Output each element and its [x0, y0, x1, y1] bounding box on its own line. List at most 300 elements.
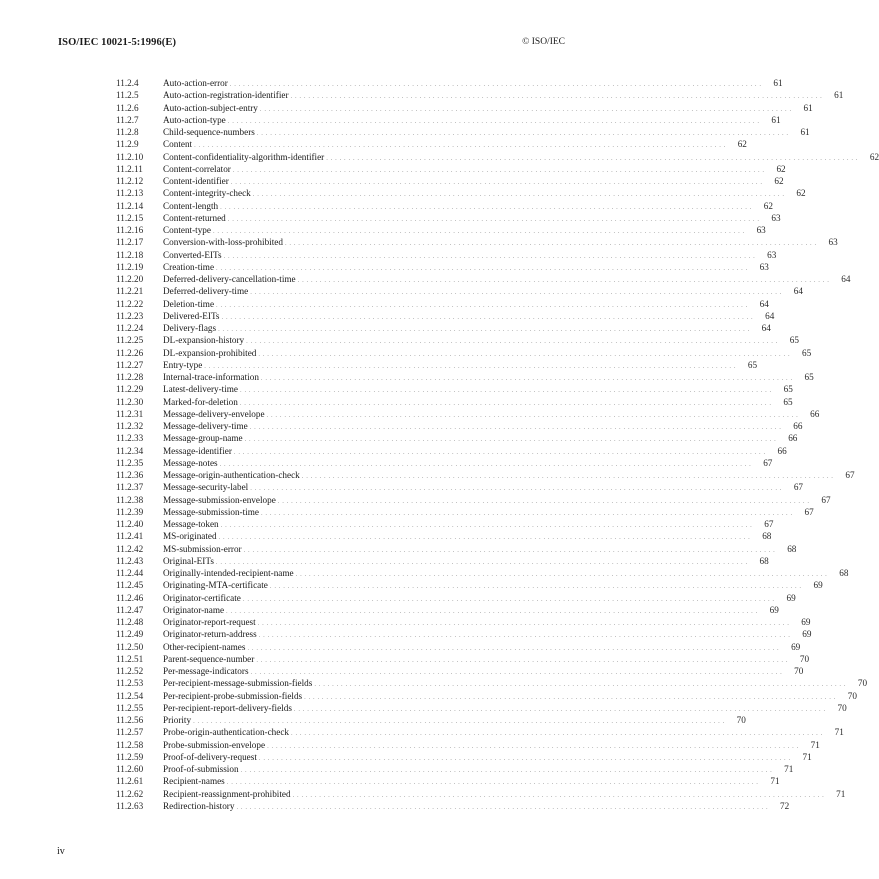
dot-leader: . . . . . . . . . . . . . . . . . . . . . . . . . . . . . . . . . . . . . . . . . . . . . . . . . . . . . . . . . . . . . . . . . . . . . . . . . . . . . . . . . . . . . . . . . . . . . . . . . . . . . . . . . . . . . . . . . . . . . . . . — [240, 767, 773, 774]
toc-entry-page: 61 — [803, 102, 813, 113]
copyright-notice: © ISO/IEC — [522, 37, 565, 47]
dot-leader: . . . . . . . . . . . . . . . . . . . . . . . . . . . . . . . . . . . . . . . . . . . . . . . . . . . . . . . . . . . . . . . . . . . . . . . . . . . . . . . . . . . . . . . . . . . . . . . . . . . . . . . . . . . . . . . . . . . . . . . . — [304, 693, 836, 701]
dot-leader: . . . . . . . . . . . . . . . . . . . . . . . . . . . . . . . . . . . . . . . . . . . . . . . . . . . . . . . . . . . . . . . . . . . . . . . . . . . . . . . . . . . . . . . . . . . . . . . . . . . . . . . . . . . . . . . . . . . . . . . . — [258, 632, 791, 640]
toc-entry-page: 61 — [773, 78, 783, 88]
toc-entry — [116, 138, 747, 150]
toc-entry-page: 64 — [761, 323, 771, 333]
toc-entry-page: 62 — [776, 163, 786, 174]
toc-entry-number: 11.2.32 — [116, 421, 144, 431]
toc-entry-number: 11.2.5 — [116, 90, 139, 101]
toc-entry — [116, 310, 775, 322]
toc-entry-title: Message-delivery-time — [163, 421, 248, 431]
dot-leader: . . . . . . . . . . . . . . . . . . . . . . . . . . . . . . . . . . . . . . . . . . . . . . . . . . . . . . . . . . . . . . . . . . . . . . . . . . . . . . . . . . . . . . . . . . . . . . . . . . . . . . . . . . . . . . . . . . . . . . . . — [215, 558, 748, 566]
toc-entry-number: 11.2.34 — [116, 445, 144, 456]
toc-entry — [116, 530, 772, 542]
toc-entry-number: 11.2.25 — [116, 335, 144, 346]
dot-leader: . . . . . . . . . . . . . . . . . . . . . . . . . . . . . . . . . . . . . . . . . . . . . . . . . . . . . . . . . . . . . . . . . . . . . . . . . . . . . . . . . . . . . . . . . . . . . . . . . . . . . . . . . . . . . . . . . . . . . . . . — [246, 338, 778, 346]
toc-entry — [116, 77, 783, 89]
toc-entry-page: 67 — [764, 519, 774, 529]
toc-entry — [116, 89, 844, 101]
toc-entry — [116, 739, 820, 751]
toc-entry-page: 71 — [810, 739, 820, 750]
toc-entry-page: 65 — [804, 372, 814, 382]
toc-entry — [116, 224, 766, 236]
toc-entry — [116, 751, 812, 763]
toc-entry-page: 68 — [839, 568, 849, 578]
dot-leader: . . . . . . . . . . . . . . . . . . . . . . . . . . . . . . . . . . . . . . . . . . . . . . . . . . . . . . . . . . . . . . . . . . . . . . . . . . . . . . . . . . . . . . . . . . . . . . . . . . . . . . . . . . . . . . . . . . . . . . . . — [295, 571, 828, 578]
toc-entry-title: Message-notes — [163, 457, 218, 468]
toc-entry — [116, 677, 868, 689]
toc-entry — [116, 371, 814, 383]
toc-entry-page: 63 — [771, 212, 781, 223]
toc-entry-title: Latest-delivery-time — [163, 384, 238, 395]
toc-entry-title: Recipient-names — [163, 776, 225, 787]
dot-leader: . . . . . . . . . . . . . . . . . . . . . . . . . . . . . . . . . . . . . . . . . . . . . . . . . . . . . . . . . . . . . . . . . . . . . . . . . . . . . . . . . . . . . . . . . . . . . . . . . . . . . . . . . . . . . . . . . . . . . . . . — [256, 656, 789, 664]
toc-entry — [116, 481, 803, 493]
toc-entry-page: 66 — [788, 433, 798, 444]
toc-entry-number: 11.2.55 — [116, 702, 144, 713]
toc-entry-page: 68 — [759, 555, 769, 566]
dot-leader: . . . . . . . . . . . . . . . . . . . . . . . . . . . . . . . . . . . . . . . . . . . . . . . . . . . . . . . . . . . . . . . . . . . . . . . . . . . . . . . . . . . . . . . . . . . . . . . . . . . . . . . . . . . . . . . . . . . . . . . . — [297, 277, 830, 284]
toc-entry-title: Content-correlator — [163, 163, 231, 174]
toc-entry-page: 70 — [799, 653, 810, 664]
toc-entry-number: 11.2.43 — [116, 555, 144, 566]
toc-entry-title: MS-submission-error — [163, 543, 242, 554]
dot-leader: . . . . . . . . . . . . . . . . . . . . . . . . . . . . . . . . . . . . . . . . . . . . . . . . . . . . . . . . . . . . . . . . . . . . . . . . . . . . . . . . . . . . . . . . . . . . . . . . . . . . . . . . . . . . . . . . . . . . . . . . — [290, 93, 823, 101]
toc-entry-title: Delivery-flags — [163, 323, 217, 333]
toc-entry-title: Per-recipient-report-delivery-fields — [163, 702, 292, 713]
toc-entry — [116, 322, 771, 334]
toc-entry-title: Originator-return-address — [163, 629, 257, 640]
dot-leader: . . . . . . . . . . . . . . . . . . . . . . . . . . . . . . . . . . . . . . . . . . . . . . . . . . . . . . . . . . . . . . . . . . . . . . . . . . . . . . . . . . . . . . . . . . . . . . . . . . . . . . . . . . . . . . . . . . . . . . . . — [239, 399, 772, 407]
toc-entry-number: 11.2.7 — [116, 114, 139, 125]
dot-leader: . . . . . . . . . . . . . . . . . . . . . . . . . . . . . . . . . . . . . . . . . . . . . . . . . . . . . . . . . . . . . . . . . . . . . . . . . . . . . . . . . . . . . . . . . . . . . . . . . . . . . . . . . . . . . . . . . . . . . . . . — [212, 228, 745, 235]
dot-leader: . . . . . . . . . . . . . . . . . . . . . . . . . . . . . . . . . . . . . . . . . . . . . . . . . . . . . . . . . . . . . . . . . . . . . . . . . . . . . . . . . . . . . . . . . . . . . . . . . . . . . . . . . . . . . . . . . . . . . . . . — [301, 473, 834, 480]
toc-entry-number: 11.2.23 — [116, 310, 144, 321]
toc-entry-number: 11.2.8 — [116, 127, 139, 137]
toc-entry-page: 63 — [759, 261, 769, 272]
toc-entry — [116, 506, 814, 518]
toc-entry-title: Redirection-history — [163, 800, 235, 811]
toc-entry-number: 11.2.59 — [116, 751, 144, 762]
toc-entry-title: Marked-for-deletion — [163, 396, 238, 407]
toc-entry — [116, 175, 784, 187]
dot-leader: . . . . . . . . . . . . . . . . . . . . . . . . . . . . . . . . . . . . . . . . . . . . . . . . . . . . . . . . . . . . . . . . . . . . . . . . . . . . . . . . . . . . . . . . . . . . . . . . . . . . . . . . . . . . . . . . . . . . . . . . — [227, 215, 760, 223]
dot-leader: . . . . . . . . . . . . . . . . . . . . . . . . . . . . . . . . . . . . . . . . . . . . . . . . . . . . . . . . . . . . . . . . . . . . . . . . . . . . . . . . . . . . . . . . . . . . . . . . . . . . . . . . . . . . . . . . . . . . . . . . — [204, 362, 737, 370]
toc-entry-title: Content — [163, 139, 193, 150]
dot-leader: . . . . . . . . . . . . . . . . . . . . . . . . . . . . . . . . . . . . . . . . . . . . . . . . . . . . . . . . . . . . . . . . . . . . . . . . . . . . . . . . . . . . . . . . . . . . . . . . . . . . . . . . . . . . . . . . . . . . . . . . — [250, 669, 783, 676]
dot-leader: . . . . . . . . . . . . . . . . . . . . . . . . . . . . . . . . . . . . . . . . . . . . . . . . . . . . . . . . . . . . . . . . . . . . . . . . . . . . . . . . . . . . . . . . . . . . . . . . . . . . . . . . . . . . . . . . . . . . . . . . — [244, 436, 777, 444]
toc-entry-number: 11.2.39 — [116, 506, 144, 517]
toc-entry-page: 69 — [802, 629, 812, 640]
toc-entry-number: 11.2.9 — [116, 139, 139, 150]
toc-entry — [116, 457, 773, 469]
toc-entry-page: 67 — [804, 506, 814, 517]
toc-entry-title: Message-delivery-envelope — [163, 408, 265, 419]
toc-entry-title: Recipient-reassignment-prohibited — [163, 788, 291, 799]
dot-leader: . . . . . . . . . . . . . . . . . . . . . . . . . . . . . . . . . . . . . . . . . . . . . . . . . . . . . . . . . . . . . . . . . . . . . . . . . . . . . . . . . . . . . . . . . . . . . . . . . . . . . . . . . . . . . . . . . . . . . . . . — [266, 411, 799, 419]
toc-entry-title: Content-confidentiality-algorithm-identifier — [163, 151, 325, 162]
toc-entry — [116, 592, 796, 604]
toc-entry-title: Original-EITs — [163, 555, 214, 566]
toc-entry-title: Priority — [163, 715, 192, 725]
toc-entry-title: Proof-of-delivery-request — [163, 751, 257, 762]
toc-entry — [116, 653, 810, 665]
dot-leader: . . . . . . . . . . . . . . . . . . . . . . . . . . . . . . . . . . . . . . . . . . . . . . . . . . . . . . . . . . . . . . . . . . . . . . . . . . . . . . . . . . . . . . . . . . . . . . . . . . . . . . . . . . . . . . . . . . . . . . . . — [258, 350, 791, 358]
toc-entry-number: 11.2.40 — [116, 519, 144, 529]
toc-entry — [116, 628, 812, 640]
toc-entry-title: Conversion-with-loss-prohibited — [163, 237, 283, 248]
toc-entry-page: 65 — [801, 347, 812, 358]
toc-entry-number: 11.2.54 — [116, 690, 144, 701]
toc-entry-number: 11.2.35 — [116, 457, 144, 468]
toc-entry — [116, 665, 804, 677]
toc-entry-page: 64 — [793, 286, 803, 297]
dot-leader: . . . . . . . . . . . . . . . . . . . . . . . . . . . . . . . . . . . . . . . . . . . . . . . . . . . . . . . . . . . . . . . . . . . . . . . . . . . . . . . . . . . . . . . . . . . . . . . . . . . . . . . . . . . . . . . . . . . . . . . . — [223, 252, 756, 260]
toc-entry-page: 68 — [787, 543, 797, 554]
toc-entry-page: 63 — [767, 249, 777, 260]
toc-entry — [116, 102, 813, 114]
toc-entry-title: Auto-action-error — [163, 78, 228, 88]
dot-leader: . . . . . . . . . . . . . . . . . . . . . . . . . . . . . . . . . . . . . . . . . . . . . . . . . . . . . . . . . . . . . . . . . . . . . . . . . . . . . . . . . . . . . . . . . . . . . . . . . . . . . . . . . . . . . . . . . . . . . . . . — [260, 509, 793, 517]
toc-entry-page: 67 — [793, 482, 803, 493]
toc-entry-title: Originating-MTA-certificate — [163, 580, 268, 591]
toc-entry — [116, 567, 849, 579]
toc-entry — [116, 114, 781, 126]
toc-entry — [116, 775, 780, 787]
toc-entry-number: 11.2.11 — [116, 163, 143, 174]
toc-entry-page: 65 — [789, 335, 799, 346]
toc-entry-title: Content-returned — [163, 212, 226, 223]
toc-entry-number: 11.2.30 — [116, 396, 144, 407]
toc-entry-page: 71 — [834, 727, 844, 738]
toc-entry — [116, 702, 847, 714]
dot-leader: . . . . . . . . . . . . . . . . . . . . . . . . . . . . . . . . . . . . . . . . . . . . . . . . . . . . . . . . . . . . . . . . . . . . . . . . . . . . . . . . . . . . . . . . . . . . . . . . . . . . . . . . . . . . . . . . . . . . . . . . — [194, 142, 726, 150]
toc-entry-page: 69 — [791, 641, 801, 652]
toc-entry-page: 63 — [756, 225, 766, 235]
dot-leader: . . . . . . . . . . . . . . . . . . . . . . . . . . . . . . . . . . . . . . . . . . . . . . . . . . . . . . . . . . . . . . . . . . . . . . . . . . . . . . . . . . . . . . . . . . . . . . . . . . . . . . . . . . . . . . . . . . . . . . . . — [226, 779, 759, 787]
toc-entry-page: 67 — [845, 470, 855, 480]
toc-entry-title: Other-recipient-names — [163, 641, 246, 652]
toc-entry — [116, 212, 781, 224]
dot-leader: . . . . . . . . . . . . . . . . . . . . . . . . . . . . . . . . . . . . . . . . . . . . . . . . . . . . . . . . . . . . . . . . . . . . . . . . . . . . . . . . . . . . . . . . . . . . . . . . . . . . . . . . . . . . . . . . . . . . . . . . — [250, 289, 782, 297]
dot-leader: . . . . . . . . . . . . . . . . . . . . . . . . . . . . . . . . . . . . . . . . . . . . . . . . . . . . . . . . . . . . . . . . . . . . . . . . . . . . . . . . . . . . . . . . . . . . . . . . . . . . . . . . . . . . . . . . . . . . . . . . — [227, 117, 760, 125]
toc-entry-title: Proof-of-submission — [163, 764, 239, 774]
dot-leader: . . . . . . . . . . . . . . . . . . . . . . . . . . . . . . . . . . . . . . . . . . . . . . . . . . . . . . . . . . . . . . . . . . . . . . . . . . . . . . . . . . . . . . . . . . . . . . . . . . . . . . . . . . . . . . . . . . . . . . . . — [267, 742, 799, 750]
toc-entry-page: 64 — [765, 310, 775, 321]
toc-entry — [116, 285, 803, 297]
toc-entry-title: DL-expansion-history — [163, 335, 245, 346]
dot-leader: . . . . . . . . . . . . . . . . . . . . . . . . . . . . . . . . . . . . . . . . . . . . . . . . . . . . . . . . . . . . . . . . . . . . . . . . . . . . . . . . . . . . . . . . . . . . . . . . . . . . . . . . . . . . . . . . . . . . . . . . — [257, 620, 790, 627]
dot-leader: . . . . . . . . . . . . . . . . . . . . . . . . . . . . . . . . . . . . . . . . . . . . . . . . . . . . . . . . . . . . . . . . . . . . . . . . . . . . . . . . . . . . . . . . . . . . . . . . . . . . . . . . . . . . . . . . . . . . . . . . — [220, 203, 752, 211]
dot-leader: . . . . . . . . . . . . . . . . . . . . . . . . . . . . . . . . . . . . . . . . . . . . . . . . . . . . . . . . . . . . . . . . . . . . . . . . . . . . . . . . . . . . . . . . . . . . . . . . . . . . . . . . . . . . . . . . . . . . . . . . — [220, 522, 753, 529]
toc-entry-page: 64 — [759, 298, 769, 309]
toc-entry-number: 11.2.12 — [116, 176, 144, 186]
toc-entry-number: 11.2.60 — [116, 764, 144, 774]
toc-entry-page: 69 — [786, 592, 796, 603]
toc-entry — [116, 334, 799, 346]
dot-leader: . . . . . . . . . . . . . . . . . . . . . . . . . . . . . . . . . . . . . . . . . . . . . . . . . . . . . . . . . . . . . . . . . . . . . . . . . . . . . . . . . . . . . . . . . . . . . . . . . . . . . . . . . . . . . . . . . . . . . . . . — [218, 326, 750, 333]
toc-entry-title: Message-submission-envelope — [163, 494, 276, 505]
toc-entry — [116, 494, 831, 506]
toc-entry-number: 11.2.13 — [116, 188, 144, 199]
toc-entry-page: 71 — [770, 776, 780, 787]
toc-entry-page: 61 — [771, 114, 781, 125]
toc-entry-page: 70 — [794, 666, 804, 676]
toc-entry — [116, 800, 790, 812]
toc-entry-number: 11.2.53 — [116, 678, 144, 689]
dot-leader: . . . . . . . . . . . . . . . . . . . . . . . . . . . . . . . . . . . . . . . . . . . . . . . . . . . . . . . . . . . . . . . . . . . . . . . . . . . . . . . . . . . . . . . . . . . . . . . . . . . . . . . . . . . . . . . . . . . . . . . . — [250, 485, 782, 493]
toc-entry-number: 11.2.51 — [116, 653, 144, 664]
toc-entry-title: Message-submission-time — [163, 506, 259, 517]
toc-entry-title: Message-origin-authentication-check — [163, 470, 300, 480]
toc-entry-page: 64 — [841, 274, 851, 284]
toc-entry-number: 11.2.24 — [116, 323, 144, 333]
toc-entry-page: 62 — [796, 188, 806, 199]
toc-entry-number: 11.2.36 — [116, 470, 144, 480]
toc-entry-page: 69 — [769, 604, 779, 615]
toc-entry-page: 67 — [763, 457, 773, 468]
toc-entry-title: Delivered-EITs — [163, 310, 220, 321]
dot-leader: . . . . . . . . . . . . . . . . . . . . . . . . . . . . . . . . . . . . . . . . . . . . . . . . . . . . . . . . . . . . . . . . . . . . . . . . . . . . . . . . . . . . . . . . . . . . . . . . . . . . . . . . . . . . . . . . . . . . . . . . — [258, 754, 791, 762]
toc-entry-title: Probe-submission-envelope — [163, 739, 266, 750]
toc-entry-number: 11.2.38 — [116, 494, 144, 505]
dot-leader: . . . . . . . . . . . . . . . . . . . . . . . . . . . . . . . . . . . . . . . . . . . . . . . . . . . . . . . . . . . . . . . . . . . . . . . . . . . . . . . . . . . . . . . . . . . . . . . . . . . . . . . . . . . . . . . . . . . . . . . . — [232, 166, 765, 174]
toc-entry-title: Originally-intended-recipient-name — [163, 568, 294, 578]
toc-entry — [116, 432, 798, 444]
dot-leader: . . . . . . . . . . . . . . . . . . . . . . . . . . . . . . . . . . . . . . . . . . . . . . . . . . . . . . . . . . . . . . . . . . . . . . . . . . . . . . . . . . . . . . . . . . . . . . . . . . . . . . . . . . . . . . . . . . . . . . . . — [284, 240, 817, 248]
toc-entry-page: 68 — [762, 531, 772, 542]
dot-leader: . . . . . . . . . . . . . . . . . . . . . . . . . . . . . . . . . . . . . . . . . . . . . . . . . . . . . . . . . . . . . . . . . . . . . . . . . . . . . . . . . . . . . . . . . . . . . . . . . . . . . . . . . . . . . . . . . . . . . . . . — [259, 105, 792, 113]
toc-entry-title: Message-group-name — [163, 433, 243, 444]
dot-leader: . . . . . . . . . . . . . . . . . . . . . . . . . . . . . . . . . . . . . . . . . . . . . . . . . . . . . . . . . . . . . . . . . . . . . . . . . . . . . . . . . . . . . . . . . . . . . . . . . . . . . . . . . . . . . . . . . . . . . . . . — [240, 387, 772, 395]
toc-entry-title: Message-token — [163, 519, 219, 529]
toc-entry-page: 70 — [837, 702, 847, 713]
toc-entry-title: Per-recipient-message-submission-fields — [163, 678, 313, 689]
dot-leader: . . . . . . . . . . . . . . . . . . . . . . . . . . . . . . . . . . . . . . . . . . . . . . . . . . . . . . . . . . . . . . . . . . . . . . . . . . . . . . . . . . . . . . . . . . . . . . . . . . . . . . . . . . . . . . . . . . . . . . . . — [233, 448, 766, 456]
toc-entry-title: Probe-origin-authentication-check — [163, 727, 290, 738]
dot-leader: . . . . . . . . . . . . . . . . . . . . . . . . . . . . . . . . . . . . . . . . . . . . . . . . . . . . . . . . . . . . . . . . . . . . . . . . . . . . . . . . . . . . . . . . . . . . . . . . . . . . . . . . . . . . . . . . . . . . . . . . — [218, 534, 751, 542]
dot-leader: . . . . . . . . . . . . . . . . . . . . . . . . . . . . . . . . . . . . . . . . . . . . . . . . . . . . . . . . . . . . . . . . . . . . . . . . . . . . . . . . . . . . . . . . . . . . . . . . . . . . . . . . . . . . . . . . . . . . . . . . — [277, 497, 810, 505]
toc-entry-page: 62 — [774, 176, 784, 186]
toc-entry-number: 11.2.61 — [116, 776, 144, 787]
toc-entry-number: 11.2.41 — [116, 531, 144, 542]
toc-entry — [116, 543, 797, 555]
toc-entry-page: 62 — [869, 151, 879, 162]
toc-entry-title: Child-sequence-numbers — [163, 127, 255, 137]
toc-entry-page: 62 — [763, 200, 773, 211]
toc-entry-title: Internal-trace-information — [163, 372, 259, 382]
toc-entry-page: 66 — [810, 408, 820, 419]
toc-entry — [116, 714, 746, 726]
dot-leader: . . . . . . . . . . . . . . . . . . . . . . . . . . . . . . . . . . . . . . . . . . . . . . . . . . . . . . . . . . . . . . . . . . . . . . . . . . . . . . . . . . . . . . . . . . . . . . . . . . . . . . . . . . . . . . . . . . . . . . . . — [326, 154, 859, 162]
toc-entry-title: Content-identifier — [163, 176, 229, 186]
toc-entry-number: 11.2.44 — [116, 568, 144, 578]
toc-entry-page: 70 — [736, 715, 746, 725]
toc-entry — [116, 641, 801, 653]
toc-entry-number: 11.2.17 — [116, 237, 144, 248]
toc-entry — [116, 763, 794, 775]
toc-entry-title: DL-expansion-prohibited — [163, 347, 257, 358]
toc-entry-number: 11.2.22 — [116, 298, 144, 309]
toc-entry-number: 11.2.42 — [116, 543, 144, 554]
toc-entry-number: 11.2.14 — [116, 200, 144, 211]
toc-entry-page: 67 — [821, 494, 831, 505]
dot-leader: . . . . . . . . . . . . . . . . . . . . . . . . . . . . . . . . . . . . . . . . . . . . . . . . . . . . . . . . . . . . . . . . . . . . . . . . . . . . . . . . . . . . . . . . . . . . . . . . . . . . . . . . . . . . . . . . . . . . . . . . — [243, 546, 776, 554]
toc-entry-title: Content-integrity-check — [163, 188, 251, 199]
toc-entry — [116, 273, 851, 285]
toc-entry-number: 11.2.16 — [116, 225, 144, 235]
toc-entry-title: Originator-certificate — [163, 592, 241, 603]
toc-entry-title: Deferred-delivery-time — [163, 286, 249, 297]
toc-entry — [116, 445, 787, 457]
toc-entry-title: Auto-action-subject-entry — [163, 102, 258, 113]
toc-entry — [116, 555, 769, 567]
toc-entry — [116, 298, 769, 310]
toc-entry — [116, 249, 777, 261]
toc-entry — [116, 616, 811, 628]
toc-entry-number: 11.2.46 — [116, 592, 144, 603]
toc-entry-title: Converted-EITs — [163, 249, 222, 260]
dot-leader: . . . . . . . . . . . . . . . . . . . . . . . . . . . . . . . . . . . . . . . . . . . . . . . . . . . . . . . . . . . . . . . . . . . . . . . . . . . . . . . . . . . . . . . . . . . . . . . . . . . . . . . . . . . . . . . . . . . . . . . . — [260, 375, 793, 382]
toc-entry — [116, 579, 823, 591]
toc-entry-title: Content-type — [163, 225, 211, 235]
toc-entry-title: Content-length — [163, 200, 219, 211]
toc-entry-number: 11.2.29 — [116, 384, 144, 395]
toc-entry-number: 11.2.47 — [116, 604, 144, 615]
toc-entry-number: 11.2.31 — [116, 408, 144, 419]
dot-leader: . . . . . . . . . . . . . . . . . . . . . . . . . . . . . . . . . . . . . . . . . . . . . . . . . . . . . . . . . . . . . . . . . . . . . . . . . . . . . . . . . . . . . . . . . . . . . . . . . . . . . . . . . . . . . . . . . . . . . . . . — [216, 301, 748, 309]
toc-entry-number: 11.2.4 — [116, 78, 139, 88]
toc-entry-number: 11.2.26 — [116, 347, 144, 358]
toc-entry-number: 11.2.52 — [116, 666, 144, 676]
dot-leader: . . . . . . . . . . . . . . . . . . . . . . . . . . . . . . . . . . . . . . . . . . . . . . . . . . . . . . . . . . . . . . . . . . . . . . . . . . . . . . . . . . . . . . . . . . . . . . . . . . . . . . . . . . . . . . . . . . . . . . . . — [252, 191, 785, 199]
dot-leader: . . . . . . . . . . . . . . . . . . . . . . . . . . . . . . . . . . . . . . . . . . . . . . . . . . . . . . . . . . . . . . . . . . . . . . . . . . . . . . . . . . . . . . . . . . . . . . . . . . . . . . . . . . . . . . . . . . . . . . . . — [216, 264, 748, 272]
dot-leader: . . . . . . . . . . . . . . . . . . . . . . . . . . . . . . . . . . . . . . . . . . . . . . . . . . . . . . . . . . . . . . . . . . . . . . . . . . . . . . . . . . . . . . . . . . . . . . . . . . . . . . . . . . . . . . . . . . . . . . . . — [256, 130, 789, 137]
toc-entry-page: 66 — [793, 421, 803, 431]
toc-entry-page: 65 — [783, 396, 793, 407]
toc-entry — [116, 163, 786, 175]
dot-leader: . . . . . . . . . . . . . . . . . . . . . . . . . . . . . . . . . . . . . . . . . . . . . . . . . . . . . . . . . . . . . . . . . . . . . . . . . . . . . . . . . . . . . . . . . . . . . . . . . . . . . . . . . . . . . . . . . . . . . . . . — [247, 644, 780, 652]
dot-leader: . . . . . . . . . . . . . . . . . . . . . . . . . . . . . . . . . . . . . . . . . . . . . . . . . . . . . . . . . . . . . . . . . . . . . . . . . . . . . . . . . . . . . . . . . . . . . . . . . . . . . . . . . . . . . . . . . . . . . . . . — [314, 681, 847, 689]
toc-entry — [116, 236, 838, 248]
toc-entry-page: 66 — [777, 445, 787, 456]
toc-entry-number: 11.2.49 — [116, 629, 144, 640]
toc-entry-title: Parent-sequence-number — [163, 653, 255, 664]
toc-entry — [116, 420, 803, 432]
toc-entry-page: 62 — [737, 139, 747, 150]
toc-entry-number: 11.2.48 — [116, 617, 144, 627]
toc-entry — [116, 200, 773, 212]
page-number: iv — [57, 846, 65, 857]
toc-entry-title: Message-identifier — [163, 445, 232, 456]
toc-entry — [116, 690, 857, 702]
dot-leader: . . . . . . . . . . . . . . . . . . . . . . . . . . . . . . . . . . . . . . . . . . . . . . . . . . . . . . . . . . . . . . . . . . . . . . . . . . . . . . . . . . . . . . . . . . . . . . . . . . . . . . . . . . . . . . . . . . . . . . . . — [249, 424, 782, 431]
toc-entry-number: 11.2.45 — [116, 580, 144, 591]
dot-leader: . . . . . . . . . . . . . . . . . . . . . . . . . . . . . . . . . . . . . . . . . . . . . . . . . . . . . . . . . . . . . . . . . . . . . . . . . . . . . . . . . . . . . . . . . . . . . . . . . . . . . . . . . . . . . . . . . . . . . . . . — [236, 803, 769, 811]
dot-leader: . . . . . . . . . . . . . . . . . . . . . . . . . . . . . . . . . . . . . . . . . . . . . . . . . . . . . . . . . . . . . . . . . . . . . . . . . . . . . . . . . . . . . . . . . . . . . . . . . . . . . . . . . . . . . . . . . . . . . . . . — [242, 595, 775, 603]
toc-entry-number: 11.2.33 — [116, 433, 144, 444]
dot-leader: . . . . . . . . . . . . . . . . . . . . . . . . . . . . . . . . . . . . . . . . . . . . . . . . . . . . . . . . . . . . . . . . . . . . . . . . . . . . . . . . . . . . . . . . . . . . . . . . . . . . . . . . . . . . . . . . . . . . . . . . — [219, 460, 752, 468]
toc-entry-page: 71 — [836, 788, 846, 799]
toc-entry-number: 11.2.58 — [116, 739, 144, 750]
toc-entry — [116, 726, 844, 738]
toc-entry-title: Message-security-label — [163, 482, 249, 493]
toc-entry-page: 69 — [813, 580, 823, 591]
toc-entry — [116, 396, 793, 408]
toc-entry-title: Auto-action-registration-identifier — [163, 90, 289, 101]
toc-entry — [116, 469, 855, 481]
toc-entry-number: 11.2.63 — [116, 800, 144, 811]
dot-leader: . . . . . . . . . . . . . . . . . . . . . . . . . . . . . . . . . . . . . . . . . . . . . . . . . . . . . . . . . . . . . . . . . . . . . . . . . . . . . . . . . . . . . . . . . . . . . . . . . . . . . . . . . . . . . . . . . . . . . . . . — [269, 583, 802, 591]
document-identifier: ISO/IEC 10021-5:1996(E) — [58, 37, 177, 48]
toc-entry — [116, 383, 793, 395]
toc-entry-title: Per-recipient-probe-submission-fields — [163, 690, 303, 701]
toc-entry-page: 65 — [783, 384, 793, 395]
toc-entry-number: 11.2.27 — [116, 359, 144, 370]
toc-entry-page: 72 — [780, 800, 790, 811]
toc-entry-number: 11.2.15 — [116, 212, 144, 223]
dot-leader: . . . . . . . . . . . . . . . . . . . . . . . . . . . . . . . . . . . . . . . . . . . . . . . . . . . . . . . . . . . . . . . . . . . . . . . . . . . . . . . . . . . . . . . . . . . . . . . . . . . . . . . . . . . . . . . . . . . . . . . . — [293, 705, 826, 713]
toc-entry-title: Deferred-delivery-cancellation-time — [163, 274, 296, 284]
toc-entry-page: 71 — [784, 764, 794, 774]
toc-entry-number: 11.2.57 — [116, 727, 144, 738]
toc-entry-number: 11.2.28 — [116, 372, 144, 382]
dot-leader: . . . . . . . . . . . . . . . . . . . . . . . . . . . . . . . . . . . . . . . . . . . . . . . . . . . . . . . . . . . . . . . . . . . . . . . . . . . . . . . . . . . . . . . . . . . . . . . . . . . . . . . . . . . . . . . . . . . . . . . . — [292, 791, 825, 799]
toc-entry — [116, 187, 806, 199]
toc-entry-title: Deletion-time — [163, 298, 215, 309]
dot-leader: . . . . . . . . . . . . . . . . . . . . . . . . . . . . . . . . . . . . . . . . . . . . . . . . . . . . . . . . . . . . . . . . . . . . . . . . . . . . . . . . . . . . . . . . . . . . . . . . . . . . . . . . . . . . . . . . . . . . . . . . — [193, 718, 725, 725]
toc-entry-number: 11.2.62 — [116, 788, 144, 799]
toc-entry-number: 11.2.20 — [116, 274, 144, 284]
toc-entry-title: Originator-name — [163, 604, 225, 615]
toc-entry — [116, 518, 774, 530]
toc-entry-page: 71 — [802, 751, 812, 762]
toc-entry-page: 61 — [800, 127, 810, 137]
toc-entry-page: 65 — [747, 359, 758, 370]
toc-entry-title: Per-message-indicators — [163, 666, 249, 676]
table-of-contents — [116, 77, 879, 812]
toc-entry-number: 11.2.10 — [116, 151, 144, 162]
toc-entry — [116, 788, 846, 800]
toc-entry-title: Creation-time — [163, 261, 215, 272]
toc-entry-number: 11.2.18 — [116, 249, 144, 260]
toc-entry — [116, 126, 810, 138]
dot-leader: . . . . . . . . . . . . . . . . . . . . . . . . . . . . . . . . . . . . . . . . . . . . . . . . . . . . . . . . . . . . . . . . . . . . . . . . . . . . . . . . . . . . . . . . . . . . . . . . . . . . . . . . . . . . . . . . . . . . . . . . — [229, 81, 762, 88]
dot-leader: . . . . . . . . . . . . . . . . . . . . . . . . . . . . . . . . . . . . . . . . . . . . . . . . . . . . . . . . . . . . . . . . . . . . . . . . . . . . . . . . . . . . . . . . . . . . . . . . . . . . . . . . . . . . . . . . . . . . . . . . — [291, 730, 823, 738]
toc-entry-number: 11.2.19 — [116, 261, 144, 272]
toc-entry-page: 69 — [801, 617, 811, 627]
toc-entry — [116, 604, 779, 616]
dot-leader: . . . . . . . . . . . . . . . . . . . . . . . . . . . . . . . . . . . . . . . . . . . . . . . . . . . . . . . . . . . . . . . . . . . . . . . . . . . . . . . . . . . . . . . . . . . . . . . . . . . . . . . . . . . . . . . . . . . . . . . . — [221, 313, 754, 321]
toc-entry-page: 70 — [857, 678, 868, 689]
dot-leader: . . . . . . . . . . . . . . . . . . . . . . . . . . . . . . . . . . . . . . . . . . . . . . . . . . . . . . . . . . . . . . . . . . . . . . . . . . . . . . . . . . . . . . . . . . . . . . . . . . . . . . . . . . . . . . . . . . . . . . . . — [226, 607, 758, 615]
toc-entry-title: MS-originated — [163, 531, 217, 542]
toc-entry-title: Originator-report-request — [163, 617, 256, 627]
toc-entry — [116, 347, 812, 359]
dot-leader: . . . . . . . . . . . . . . . . . . . . . . . . . . . . . . . . . . . . . . . . . . . . . . . . . . . . . . . . . . . . . . . . . . . . . . . . . . . . . . . . . . . . . . . . . . . . . . . . . . . . . . . . . . . . . . . . . . . . . . . . — [230, 179, 763, 186]
toc-entry-page: 61 — [834, 90, 844, 101]
toc-entry — [116, 408, 820, 420]
toc-entry-number: 11.2.37 — [116, 482, 144, 493]
toc-entry-page: 63 — [828, 237, 838, 248]
toc-entry-number: 11.2.21 — [116, 286, 144, 297]
toc-entry-title: Auto-action-type — [163, 114, 226, 125]
toc-entry-title: Entry-type — [163, 359, 203, 370]
toc-entry — [116, 359, 758, 371]
toc-entry-page: 70 — [847, 690, 857, 701]
toc-entry-number: 11.2.56 — [116, 715, 144, 725]
